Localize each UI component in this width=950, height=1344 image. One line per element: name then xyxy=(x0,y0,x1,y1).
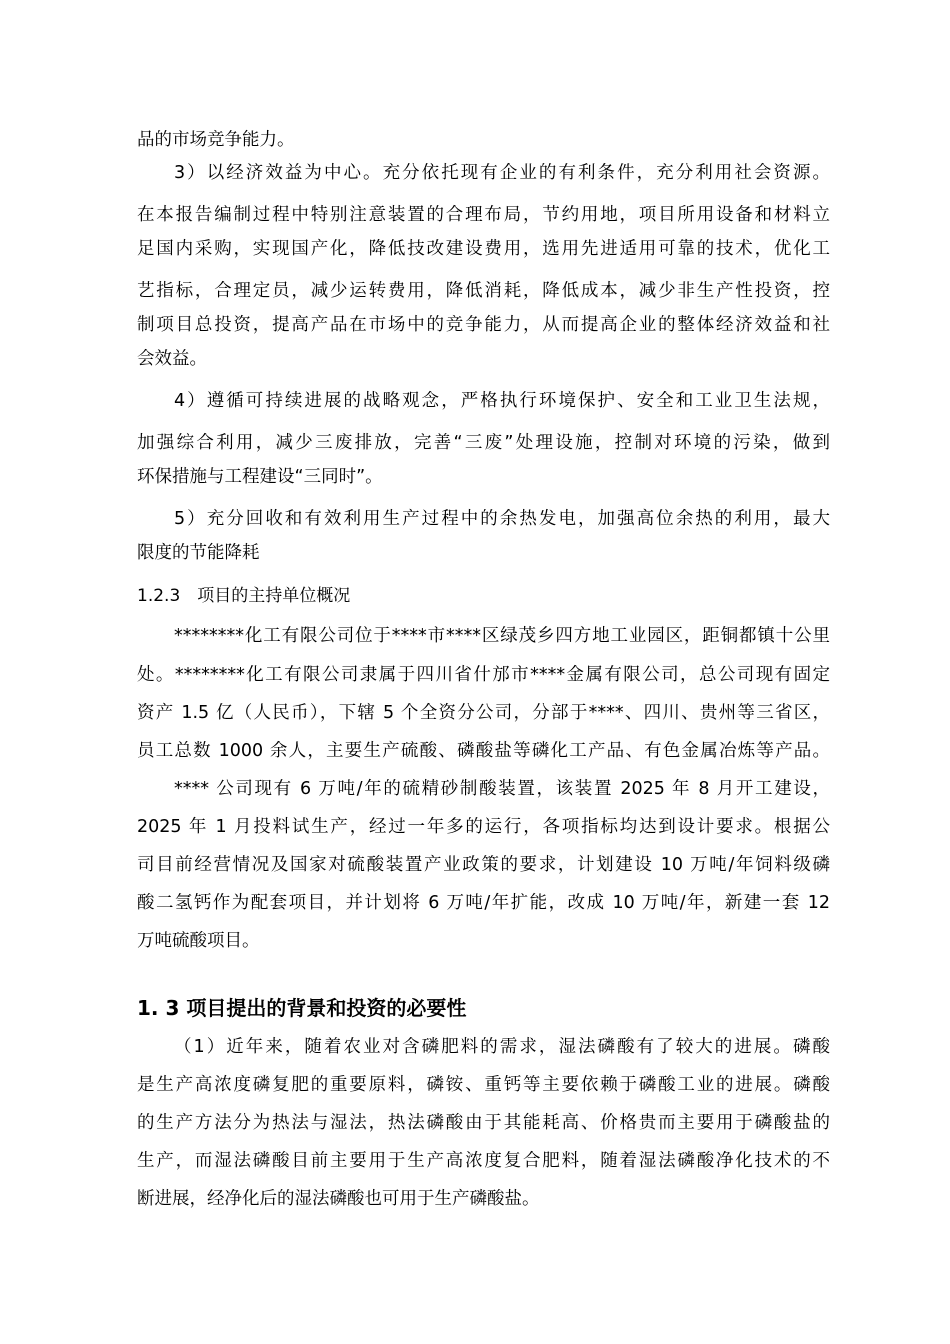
paragraph-line: 4）遵循可持续进展的战略观念，严格执行环境保护、安全和工业卫生法规， xyxy=(174,391,830,411)
paragraph-line: 在本报告编制过程中特别注意装置的合理布局，节约用地，项目所用设备和材料立 xyxy=(137,205,830,225)
paragraph-line: 酸二氢钙作为配套项目，并计划将 6 万吨/年扩能，改成 10 万吨/年，新建一套 12 xyxy=(137,893,830,913)
paragraph-line: 万吨硫酸项目。 xyxy=(137,931,260,951)
paragraph-line: 会效益。 xyxy=(137,349,207,369)
paragraph-line: 3）以经济效益为中心。充分依托现有企业的有利条件，充分利用社会资源。 xyxy=(174,163,830,183)
paragraph-line: 断进展，经净化后的湿法磷酸也可用于生产磷酸盐。 xyxy=(137,1189,540,1209)
paragraph-line: 加强综合利用，减少三废排放，完善“三废”处理设施，控制对环境的污染，做到 xyxy=(137,433,830,453)
paragraph-line: 生产，而湿法磷酸目前主要用于生产高浓度复合肥料，随着湿法磷酸净化技术的不 xyxy=(137,1151,830,1171)
paragraph-line: 资产 1.5 亿（人民币），下辖 5 个全资分公司，分部于****、四川、贵州等三省区， xyxy=(137,703,830,723)
paragraph-line: 5）充分回收和有效利用生产过程中的余热发电，加强高位余热的利用，最大 xyxy=(174,509,830,529)
paragraph-line: ********化工有限公司位于****市****区绿茂乡四方地工业园区，距铜都镇十公里 xyxy=(174,626,830,646)
paragraph-line: （1）近年来，随着农业对含磷肥料的需求，湿法磷酸有了较大的进展。磷酸 xyxy=(174,1037,830,1057)
paragraph-line: 处。********化工有限公司隶属于四川省什邡市****金属有限公司，总公司现有固定 xyxy=(137,665,830,685)
paragraph-line: 限度的节能降耗 xyxy=(137,543,260,563)
paragraph-line: 员工总数 1000 余人，主要生产硫酸、磷酸盐等磷化工产品、有色金属冶炼等产品。 xyxy=(137,741,830,761)
paragraph-line: 艺指标，合理定员，减少运转费用，降低消耗，降低成本，减少非生产性投资，控 xyxy=(137,281,830,301)
section-heading: 1.2.3 项目的主持单位概况 xyxy=(137,586,351,606)
paragraph-line: 足国内采购，实现国产化，降低技改建设费用，选用先进适用可靠的技术，优化工 xyxy=(137,239,830,259)
paragraph-line: 司目前经营情况及国家对硫酸装置产业政策的要求，计划建设 10 万吨/年饲料级磷 xyxy=(137,855,830,875)
paragraph-line: 制项目总投资，提高产品在市场中的竞争能力，从而提高企业的整体经济效益和社 xyxy=(137,315,830,335)
paragraph-line: **** 公司现有 6 万吨/年的硫精砂制酸装置，该装置 2025 年 8 月开工建设， xyxy=(174,779,830,799)
paragraph-line: 是生产高浓度磷复肥的重要原料，磷铵、重钙等主要依赖于磷酸工业的进展。磷酸 xyxy=(137,1075,830,1095)
paragraph-line: 品的市场竞争能力。 xyxy=(137,130,295,150)
paragraph-line: 环保措施与工程建设“三同时”。 xyxy=(137,467,383,487)
paragraph-line: 2025 年 1 月投料试生产，经过一年多的运行，各项指标均达到设计要求。根据公 xyxy=(137,817,830,837)
section-heading-major: 1. 3 项目提出的背景和投资的必要性 xyxy=(137,996,467,1020)
paragraph-line: 的生产方法分为热法与湿法，热法磷酸由于其能耗高、价格贵而主要用于磷酸盐的 xyxy=(137,1113,830,1133)
